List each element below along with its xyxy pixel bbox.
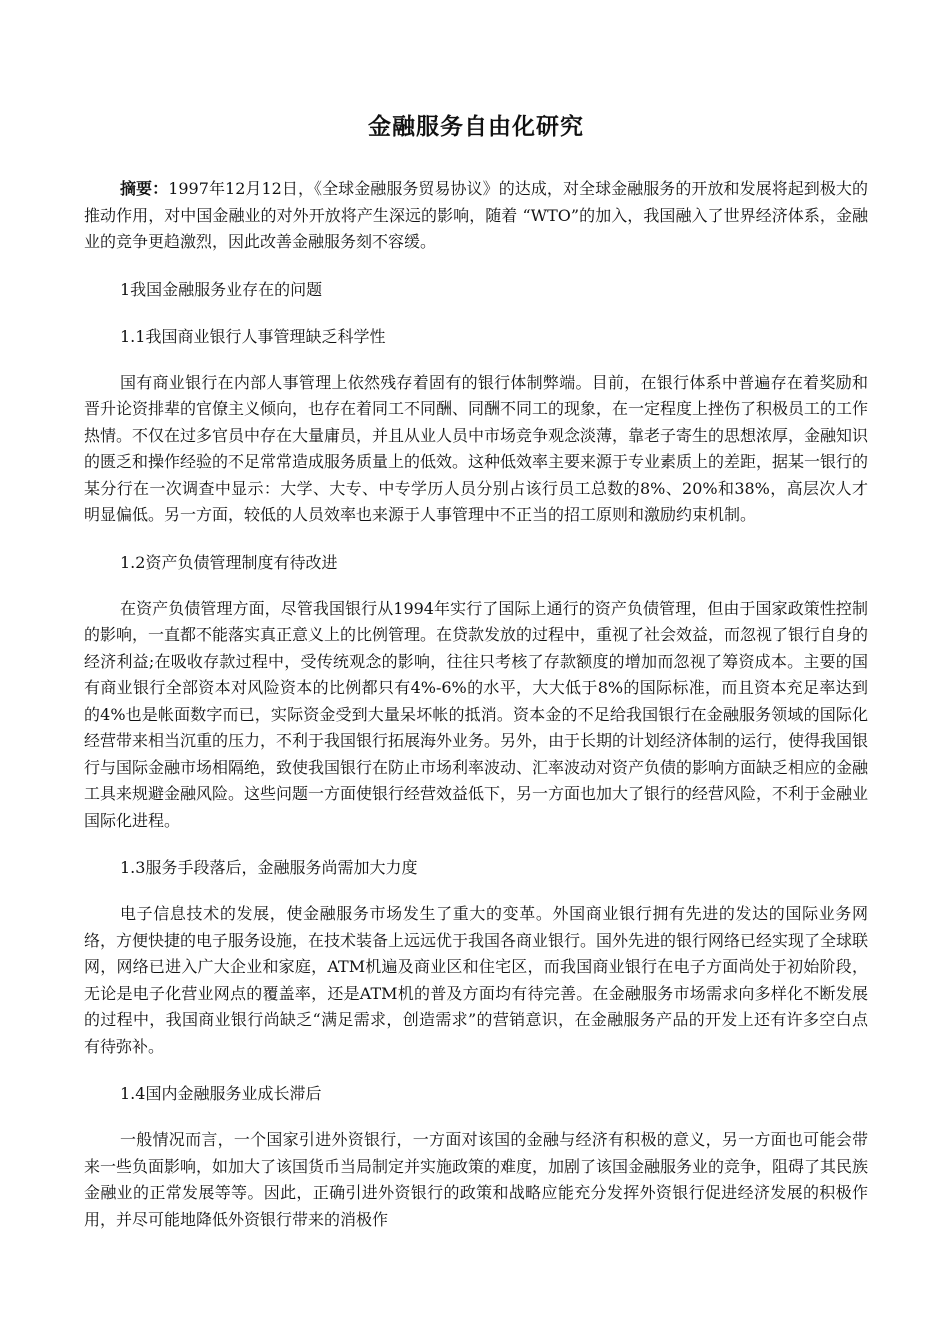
section-heading-1-3: 1.3服务手段落后，金融服务尚需加大力度 xyxy=(120,858,418,877)
abstract-paragraph xyxy=(84,176,868,256)
abstract-text: 1997年12月12日，《全球金融服务贸易协议》的达成，对全球金融服务的开放和发展将起到极大的推动作用，对中国金融业的对外开放将产生深远的影响，随着 “WTO”的加入，我国融入了世界经济体系，金融业的竞争更趋激烈，因此改善金融服务刻不容缓。 xyxy=(84,179,868,251)
section-heading-1-4: 1.4国内金融服务业成长滞后 xyxy=(120,1084,322,1103)
section-heading-1-1: 1.1我国商业银行人事管理缺乏科学性 xyxy=(120,326,386,346)
section-heading-1-2: 1.2资产负债管理制度有待改进 xyxy=(120,552,338,572)
document-page xyxy=(84,0,868,1233)
section-paragraph-1-4: 一般情况而言，一个国家引进外资银行，一方面对该国的金融与经济有积极的意义，另一方面也可能会带来一些负面影响，如加大了该国货币当局制定并实施政策的难度，加剧了该国金融服务业的竞争，阻碍了其民族金融业的正常发展等等。因此，正确引进外资银行的政策和战略应能充分发挥外资银行促进经济发展的积极作用，并尽可能地降低外资银行带来的消极作 xyxy=(84,1130,869,1229)
section-paragraph-1-2: 在资产负债管理方面，尽管我国银行从1994年实行了国际上通行的资产负债管理，但由于国家政策性控制的影响，一直都不能落实真正意义上的比例管理。在贷款发放的过程中，重视了社会效益，而忽视了银行自身的经济利益;在吸收存款过程中，受传统观念的影响，往往只考核了存款额度的增加而忽视了筹资成本。主要的国有商业银行全部资本对风险资本的比例都只有4%-6%的水平，大大低于8%的国际标准，而且资本充足率达到的4%也是帐面数字而已，实际资金受到大量呆坏帐的抵消。资本金的不足给我国银行在金融服务领域的国际化经营带来相当沉重的压力，不利于我国银行拓展海外业务。另外，由于长期的计划经济体制的运行，使得我国银行与国际金融市场相隔绝，致使我国银行在防止市场利率波动、汇率波动对资产负债的影响方面缺乏相应的金融工具来规避金融风险。这些问题一方面使银行经营效益低下，另一方面也加大了银行的经营风险，不利于金融业国际化进程。 xyxy=(84,598,869,830)
document-title: 金融服务自由化研究 xyxy=(368,114,584,140)
abstract-label: 摘要： xyxy=(120,179,169,198)
section-paragraph-1-1: 国有商业银行在内部人事管理上依然残存着固有的银行体制弊端。目前，在银行体系中普遍存在着奖励和晋升论资排辈的官僚主义倾向，也存在着同工不同酬、同酬不同工的现象，在一定程度上挫伤了积极员工的工作热情。不仅在过多官员中存在大量庸员，并且从业人员中市场竞争观念淡薄，靠老子寄生的思想浓厚，金融知识的匮乏和操作经验的不足常常造成服务质量上的低效。这种低效率主要来源于专业素质上的差距，据某一银行的某分行在一次调查中显示：大学、大专、中专学历人员分别占该行员工总数的8%、20%和38%，高层次人才明显偏低。另一方面，较低的人员效率也来源于人事管理中不正当的招工原则和激励约束机制。 xyxy=(84,372,869,524)
section-heading-1: 1我国金融服务业存在的问题 xyxy=(120,279,323,299)
section-paragraph-1-3: 电子信息技术的发展，使金融服务市场发生了重大的变革。外国商业银行拥有先进的发达的国际业务网络，方便快捷的电子服务设施，在技术装备上远远优于我国各商业银行。国外先进的银行网络已经实现了全球联网，网络已进入广大企业和家庭，ATM机遍及商业区和住宅区，而我国商业银行在电子方面尚处于初始阶段，无论是电子化营业网点的覆盖率，还是ATM机的普及方面均有待完善。在金融服务市场需求向多样化不断发展的过程中，我国商业银行尚缺乏“满足需求，创造需求”的营销意识，在金融服务产品的开发上还有许多空白点有待弥补。 xyxy=(84,904,869,1056)
